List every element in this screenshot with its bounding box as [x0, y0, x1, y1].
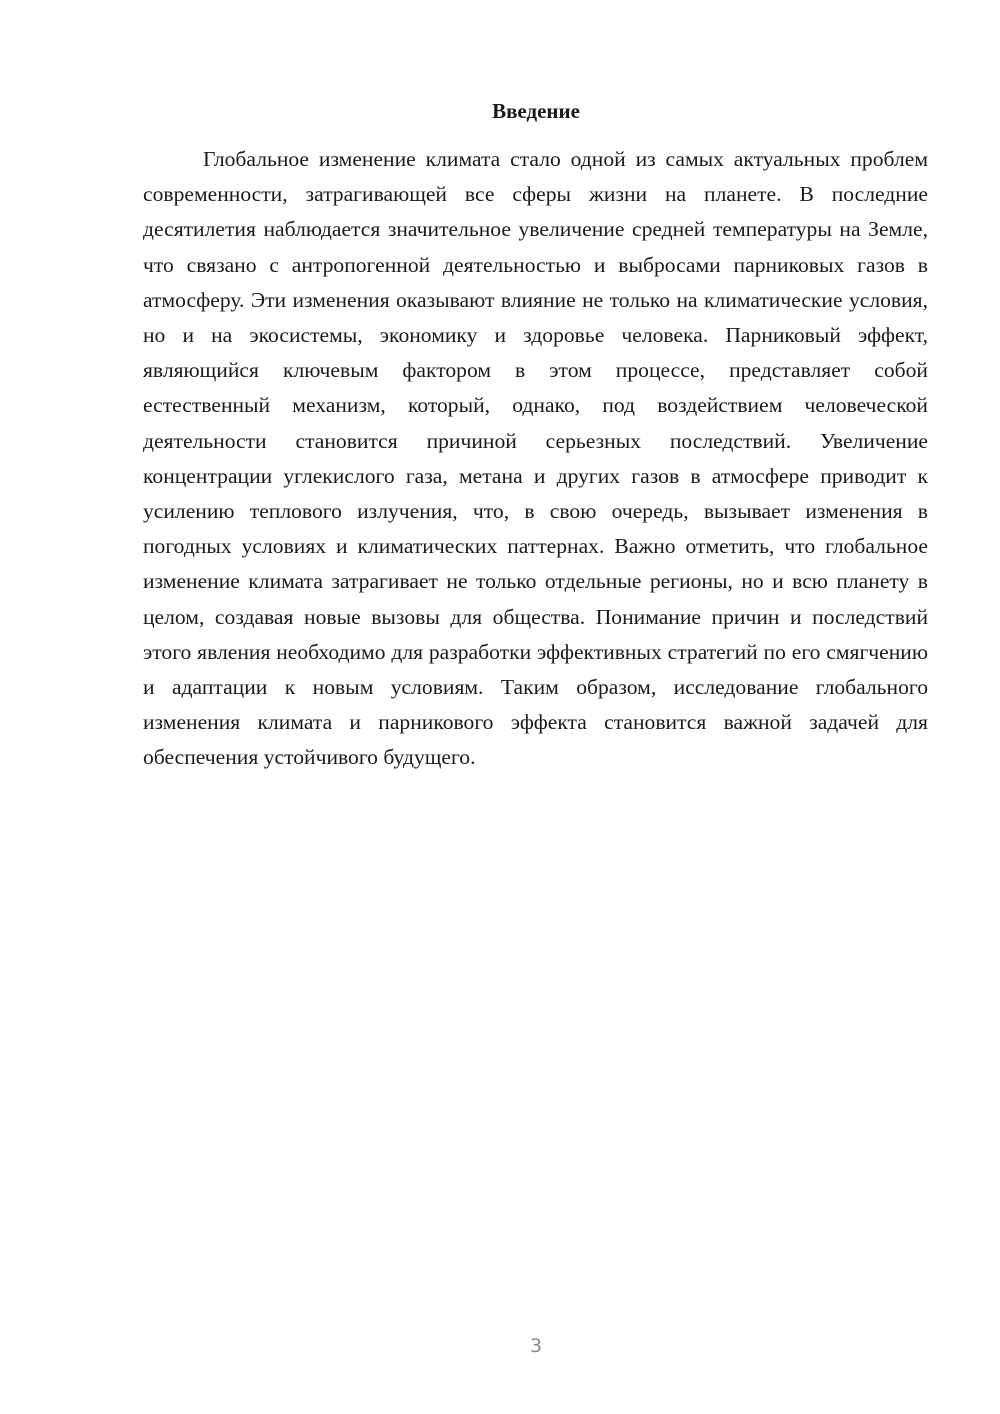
- section-heading: Введение: [492, 99, 580, 123]
- body-paragraph: Глобальное изменение климата стало одной из самых актуальных проблем современности, затрагивающей все сферы жизни на планете. В последние десятилетия наблюдается значительное увеличение средней температуры на Земле, что связано с антропогенной деятельностью и выбросами парниковых газов в атмосферу. Эти изменения оказывают влияние не только на климатические условия, но и на экосистемы, экономику и здоровье человека. Парниковый эффект, являющийся ключевым фактором в этом процессе, представляет собой естественный механизм, который, однако, под воздействием человеческой деятельности становится причиной серьезных последствий. Увеличение концентрации углекислого газа, метана и других газов в атмосфере приводит к усилению теплового излучения, что, в свою очередь, вызывает изменения в погодных условиях и климатических паттернах. Важно отметить, что глобальное изменение климата затрагивает не только отдельные регионы, но и всю планету в целом, создавая новые вызовы для общества. Понимание причин и последствий этого явления необходимо для разработки эффективных стратегий по его смягчению и адаптации к новым условиям. Таким образом, исследование глобального изменения климата и парникового эффекта становится важной задачей для обеспечения устойчивого будущего.: [143, 147, 928, 770]
- page-number: 3: [529, 1335, 543, 1357]
